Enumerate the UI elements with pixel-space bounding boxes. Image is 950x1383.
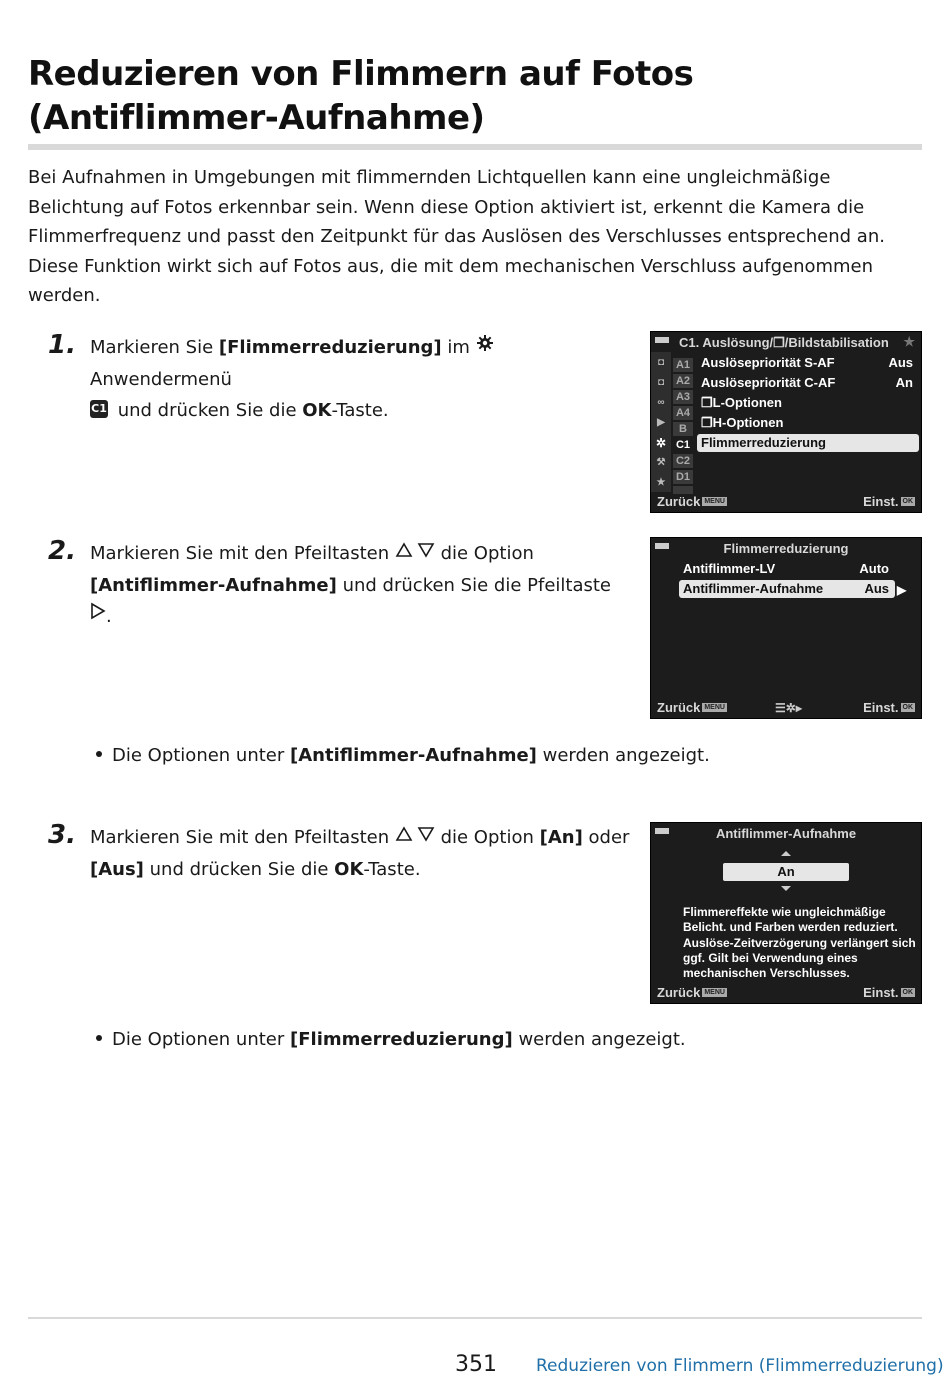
screen2-title: Flimmerreduzierung	[723, 541, 849, 556]
video-icon: ∞	[657, 397, 665, 408]
gear-icon: ✲	[655, 436, 667, 450]
value-down-arrow-icon[interactable]	[781, 886, 791, 891]
step-3-text: Markieren Sie mit den Pfeiltasten die Option [An] oder [Aus] und drücken Sie die OK-Taste.	[90, 822, 630, 885]
subtab-a3[interactable]: A3	[673, 390, 693, 404]
subtab-a2[interactable]: A2	[673, 374, 693, 388]
submenu-arrow-icon: ▶	[897, 583, 907, 597]
menu-row[interactable]: Auslösepriorität S-AF Aus	[701, 355, 913, 370]
subtab-a4[interactable]: A4	[673, 406, 693, 420]
arrow-down-icon	[417, 821, 435, 852]
menu-row[interactable]: Antiflimmer-LV Auto	[683, 561, 889, 576]
subtab-spacer	[673, 486, 693, 494]
screen1-title: C1. Auslösung/❐/Bildstabilisation	[679, 335, 889, 350]
intro-paragraph: Bei Aufnahmen in Umgebungen mit flimmernden Lichtquellen kann eine ungleichmäßige Belichtung auf Fotos erkennbar sein. Wenn diese Option aktiviert ist, erkennt die Kamera die Flimmerfrequenz und passt den Zeitpunkt für das Auslösen des Verschlusses entsprechend an. Diese Funktion wirkt sich auf Fotos aus, die mit dem mechanischen Verschluss aufgenommen werden.	[28, 167, 885, 306]
camera-screen-antiflicker-shooting	[650, 822, 922, 1004]
sequential-icon: ❐	[701, 395, 713, 410]
camera-screen-custom-menu	[650, 331, 922, 513]
wrench-icon: ⚒	[656, 457, 666, 468]
menu-row[interactable]: ❐L-Optionen	[701, 395, 782, 410]
menu-sidebar	[651, 352, 671, 492]
chapter-link[interactable]: Reduzieren von Flimmern (Flimmerreduzierung)	[536, 1356, 944, 1376]
step-1-number: 1.	[48, 330, 76, 360]
screen3-title: Antiflimmer-Aufnahme	[715, 826, 857, 841]
menu-row[interactable]: ❐H-Optionen	[701, 415, 784, 430]
step-2-number: 2.	[48, 536, 76, 566]
value-up-arrow-icon[interactable]	[781, 851, 791, 856]
bullet-dot	[96, 1035, 102, 1041]
arrow-up-icon	[395, 537, 413, 568]
page-title: Reduzieren von Flimmern auf Fotos (Antiflimmer-Aufnahme)	[28, 54, 694, 138]
footer-divider	[28, 1317, 922, 1319]
screen1-footer: Zurück MENU Einst. OK	[657, 494, 913, 509]
star-icon: ★	[903, 334, 915, 349]
c1-menu-badge: C1	[90, 400, 108, 418]
subtab-d1[interactable]: D1	[673, 470, 693, 484]
step-2-text: Markieren Sie mit den Pfeiltasten die Option [Antiflimmer-Aufnahme] und drücken Sie die Pfeiltaste .	[90, 538, 630, 632]
sequential-icon: ❐	[701, 415, 713, 430]
page-number: 351	[455, 1352, 497, 1377]
menu-row-selected[interactable]: Flimmerreduzierung	[697, 434, 919, 452]
camera-screen-flicker-reduction	[650, 537, 922, 719]
subtab-b[interactable]: B	[673, 422, 693, 436]
subtab-c1[interactable]: C1	[673, 438, 693, 452]
bullet-dot	[96, 751, 102, 757]
screen3-footer: Zurück MENU Einst. OK	[657, 985, 913, 1000]
step-1-text: Markieren Sie [Flimmerreduzierung] im Anwendermenü C1 und drücken Sie die OK-Taste.	[90, 332, 630, 426]
settings-next-icon: ☰✲▸	[775, 701, 802, 715]
gear-icon	[476, 331, 494, 362]
arrow-up-icon	[395, 821, 413, 852]
screen2-footer: Zurück MENU ☰✲▸ Einst. OK	[657, 700, 913, 715]
step-3-bullet: Die Optionen unter [Flimmerreduzierung] werden angezeigt.	[96, 1026, 686, 1054]
menu-row[interactable]: Auslösepriorität C-AF An	[701, 375, 913, 390]
value-selector[interactable]: An	[723, 863, 849, 881]
title-divider	[28, 144, 922, 150]
camera-icon: ◘	[657, 357, 665, 368]
arrow-down-icon	[417, 537, 435, 568]
subtab-a1[interactable]: A1	[673, 358, 693, 372]
arrow-right-icon	[90, 599, 106, 630]
battery-icon	[655, 337, 669, 343]
playback-icon: ▶	[657, 417, 665, 428]
subtab-c2[interactable]: C2	[673, 454, 693, 468]
menu-row-selected[interactable]: Antiflimmer-Aufnahme Aus	[679, 580, 895, 598]
step-3-number: 3.	[48, 820, 76, 850]
camera2-icon: ◘	[657, 377, 665, 388]
step-2-bullet: Die Optionen unter [Antiflimmer-Aufnahme] werden angezeigt.	[96, 742, 710, 770]
screen3-description: Flimmereffekte wie ungleichmäßige Belicht. und Farben werden reduziert. Auslöse-Zeitverzögerung verlängert sich ggf. Gilt bei Verwendung eines mechanischen Verschlusses.	[683, 905, 916, 981]
star-icon: ★	[656, 477, 666, 488]
